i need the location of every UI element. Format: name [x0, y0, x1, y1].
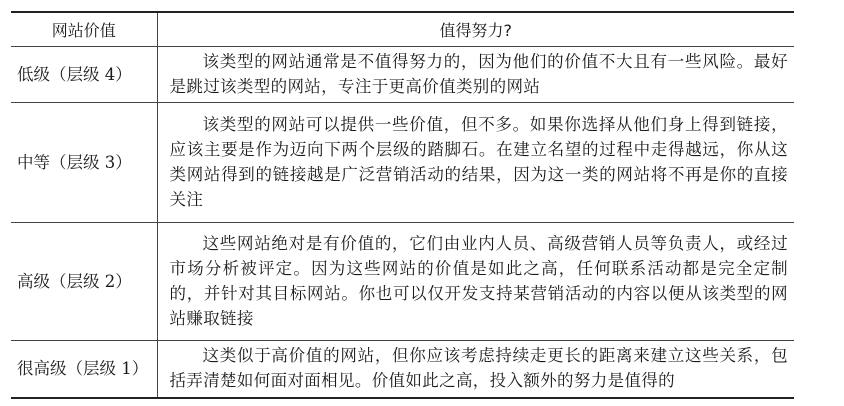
row-description-text: 这类似于高价值的网站，但你应该考虑持续走更长的距离来建立这些关系，包括弄清楚如何面对面相见。价值如此之高，投入额外的努力是值得的	[169, 346, 788, 391]
row-description	[157, 102, 794, 222]
header-site-value: 网站价值	[11, 12, 157, 46]
table-header	[11, 12, 794, 46]
row-level-medium: 中等（层级 3）	[11, 102, 157, 222]
row-description	[157, 222, 794, 340]
row-description	[157, 46, 794, 102]
table-row	[11, 102, 794, 222]
table-body	[11, 46, 794, 398]
row-description	[157, 340, 794, 398]
row-description-text: 这些网站绝对是有价值的，它们由业内人员、高级营销人员等负责人，或经过市场分析被评定。因为这些网站的价值是如此之高，任何联系活动都是完全定制的，并针对其目标网站。你也可以仅开发支持某营销活动的内容以便从该类型的网站赚取链接	[169, 233, 788, 328]
row-level-very-high: 很高级（层级 1）	[11, 340, 157, 398]
row-level-high: 高级（层级 2）	[11, 222, 157, 340]
header-worth-effort: 值得努力?	[157, 12, 794, 46]
value-effort-table-container	[11, 11, 794, 399]
row-description-text: 该类型的网站通常是不值得努力的，因为他们的价值不大且有一些风险。最好是跳过该类型的网站，专注于更高价值类别的网站	[169, 51, 788, 96]
row-level-low: 低级（层级 4）	[11, 46, 157, 102]
value-effort-table	[11, 11, 794, 399]
table-row	[11, 46, 794, 102]
header-row	[11, 12, 794, 46]
table-row	[11, 340, 794, 398]
table-row	[11, 222, 794, 340]
row-description-text: 该类型的网站可以提供一些价值，但不多。如果你选择从他们身上得到链接，应该主要是作为迈向下两个层级的踏脚石。在建立名望的过程中走得越远，你从这类网站得到的链接越是广泛营销活动的结果，因为这一类的网站将不再是你的直接关注	[169, 114, 788, 209]
